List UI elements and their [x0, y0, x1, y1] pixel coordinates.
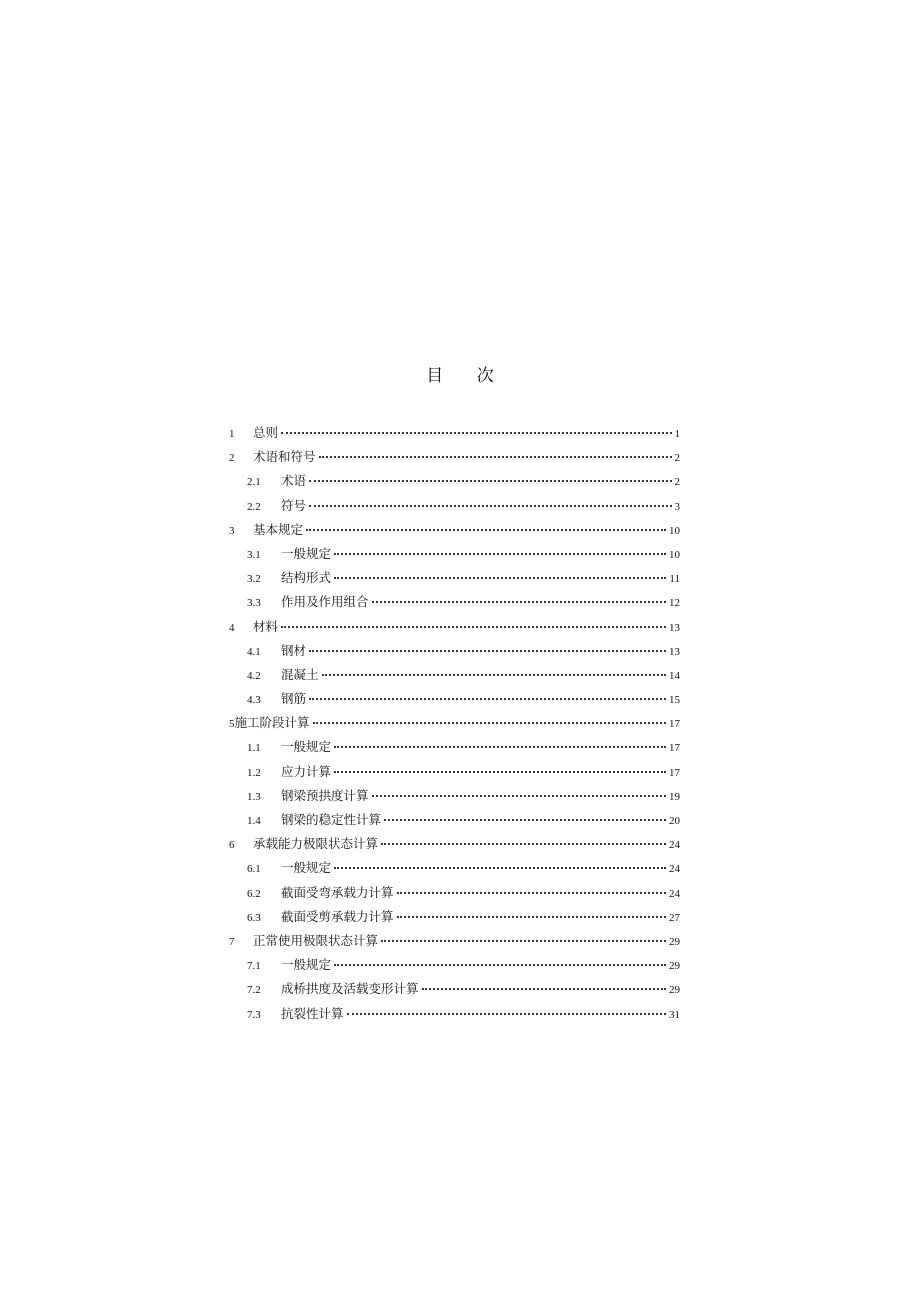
toc-entry-title: 钢材 [281, 642, 307, 658]
toc-entry-page: 13 [669, 621, 680, 634]
toc-dot-leader [319, 442, 672, 458]
toc-dot-leader [347, 999, 666, 1015]
toc-entry-number: 1 [229, 428, 235, 440]
toc-entry-page: 17 [669, 718, 680, 731]
toc-entry-page: 12 [669, 597, 680, 610]
toc-entry-page: 1 [674, 428, 680, 440]
toc-dot-leader [372, 781, 666, 797]
toc-entry-number: 6.3 [247, 911, 261, 924]
toc-entry-number: 4.3 [247, 694, 261, 707]
toc-entry-title: 钢筋 [281, 691, 307, 707]
toc-entry-page: 17 [669, 742, 680, 755]
toc-entry-title: 承载能力极限状态计算 [253, 836, 379, 852]
toc-entry-number: 7 [229, 935, 235, 948]
toc-entry-page: 20 [669, 815, 680, 827]
toc-entry-page: 2 [674, 452, 680, 465]
toc-entry-number: 1.4 [247, 815, 261, 827]
toc-entry-number: 7.1 [247, 960, 261, 973]
toc-entry-title: 施工阶段计算 [234, 715, 310, 731]
toc-dot-leader [381, 926, 666, 942]
toc-entry-title: 作用及作用组合 [281, 594, 369, 610]
toc-entry-number: 7.2 [247, 984, 261, 997]
toc-entry-title: 总则 [253, 425, 279, 440]
toc-dot-leader [397, 878, 666, 894]
toc-entry-number: 1.3 [247, 790, 261, 803]
toc-entry-title: 一般规定 [281, 739, 332, 755]
toc-entry-title: 截面受剪承载力计算 [281, 908, 394, 924]
toc-entry-page: 24 [669, 863, 680, 876]
toc-entry-number: 4.1 [247, 645, 261, 658]
toc-entry-page: 15 [669, 694, 680, 707]
toc-dot-leader [381, 829, 666, 845]
toc-entry-title: 成桥拱度及活载变形计算 [281, 981, 419, 997]
toc-entry-title: 截面受弯承载力计算 [281, 884, 394, 900]
toc-dot-leader [334, 732, 666, 748]
toc-entry-page: 29 [669, 935, 680, 948]
toc-entry-page: 2 [674, 476, 680, 489]
toc-entry-title: 抗裂性计算 [281, 1005, 344, 1021]
toc-entry-number: 2.1 [247, 476, 261, 489]
toc-entry-page: 29 [669, 984, 680, 997]
toc-dot-leader [334, 563, 666, 579]
toc-entry-title: 钢梁预拱度计算 [281, 787, 369, 803]
toc-entry-title: 基本规定 [253, 521, 304, 537]
toc-entry-page: 31 [669, 1008, 680, 1021]
toc-dot-leader [334, 757, 666, 773]
toc-dot-leader [281, 612, 666, 628]
toc-entry-title: 一般规定 [281, 957, 332, 973]
toc-entry-title: 应力计算 [281, 763, 332, 779]
toc-entry-number: 4 [229, 621, 235, 634]
toc-entry-title: 一般规定 [281, 545, 332, 561]
toc-entry-page: 14 [669, 669, 680, 682]
toc-entry-number: 2.2 [247, 500, 261, 513]
toc-entry-title: 材料 [253, 618, 279, 634]
toc-entry-page: 17 [669, 766, 680, 779]
toc-entry-page: 13 [669, 645, 680, 658]
toc-dot-leader [322, 660, 666, 676]
toc-dot-leader [281, 418, 671, 434]
toc-entry-title: 正常使用极限状态计算 [253, 932, 379, 948]
toc-entry-title: 术语 [281, 473, 307, 489]
toc-entry-number: 6.2 [247, 887, 261, 900]
toc-entry-number: 1.1 [247, 742, 261, 755]
toc-entry-title: 结构形式 [281, 570, 332, 586]
toc-entry-number: 3.1 [247, 548, 261, 561]
page-title: 目 次 [426, 366, 508, 386]
toc-entry-page: 10 [669, 548, 680, 561]
toc-entry-page: 19 [669, 790, 680, 803]
toc-entry-number: 3.3 [247, 597, 261, 610]
toc-dot-leader [309, 491, 671, 507]
toc-dot-leader [334, 950, 666, 966]
toc-entry-page: 11 [669, 573, 680, 586]
toc-entry-number: 6.1 [247, 863, 261, 876]
toc-dot-leader [309, 684, 666, 700]
toc-dot-leader [384, 805, 666, 821]
toc-dot-leader [422, 974, 666, 990]
toc-entry-page: 10 [669, 524, 680, 537]
toc-dot-leader [313, 708, 666, 724]
toc-dot-leader [306, 515, 666, 531]
toc-dot-leader [372, 587, 666, 603]
toc-dot-leader [397, 902, 666, 918]
toc-entry-number: 5 [229, 718, 235, 731]
toc-entry-number: 7.3 [247, 1008, 261, 1021]
toc-dot-leader [334, 539, 666, 555]
toc-entry-title: 术语和符号 [253, 449, 316, 465]
toc-entry-page: 24 [669, 839, 680, 852]
toc-entry-page: 27 [669, 911, 680, 924]
toc-entry-title: 混凝土 [281, 666, 319, 682]
toc-dot-leader [309, 466, 671, 482]
toc-entry-number: 2 [229, 452, 235, 465]
toc-entry-number: 6 [229, 839, 235, 852]
toc-entry-number: 3.2 [247, 573, 261, 586]
table-of-contents [229, 421, 680, 1026]
toc-entry-title: 一般规定 [281, 860, 332, 876]
toc-entry-title: 符号 [281, 497, 307, 513]
toc-dot-leader [334, 853, 666, 869]
toc-entry-page: 3 [674, 500, 680, 513]
toc-dot-leader [309, 636, 666, 652]
toc-entry-number: 1.2 [247, 766, 261, 779]
toc-entry-number: 3 [229, 524, 235, 537]
toc-entry-page: 29 [669, 960, 680, 973]
toc-entry-page: 24 [669, 887, 680, 900]
toc-entry[interactable] [229, 1002, 680, 1026]
toc-entry-title: 钢梁的稳定性计算 [281, 812, 382, 827]
toc-entry-number: 4.2 [247, 669, 261, 682]
